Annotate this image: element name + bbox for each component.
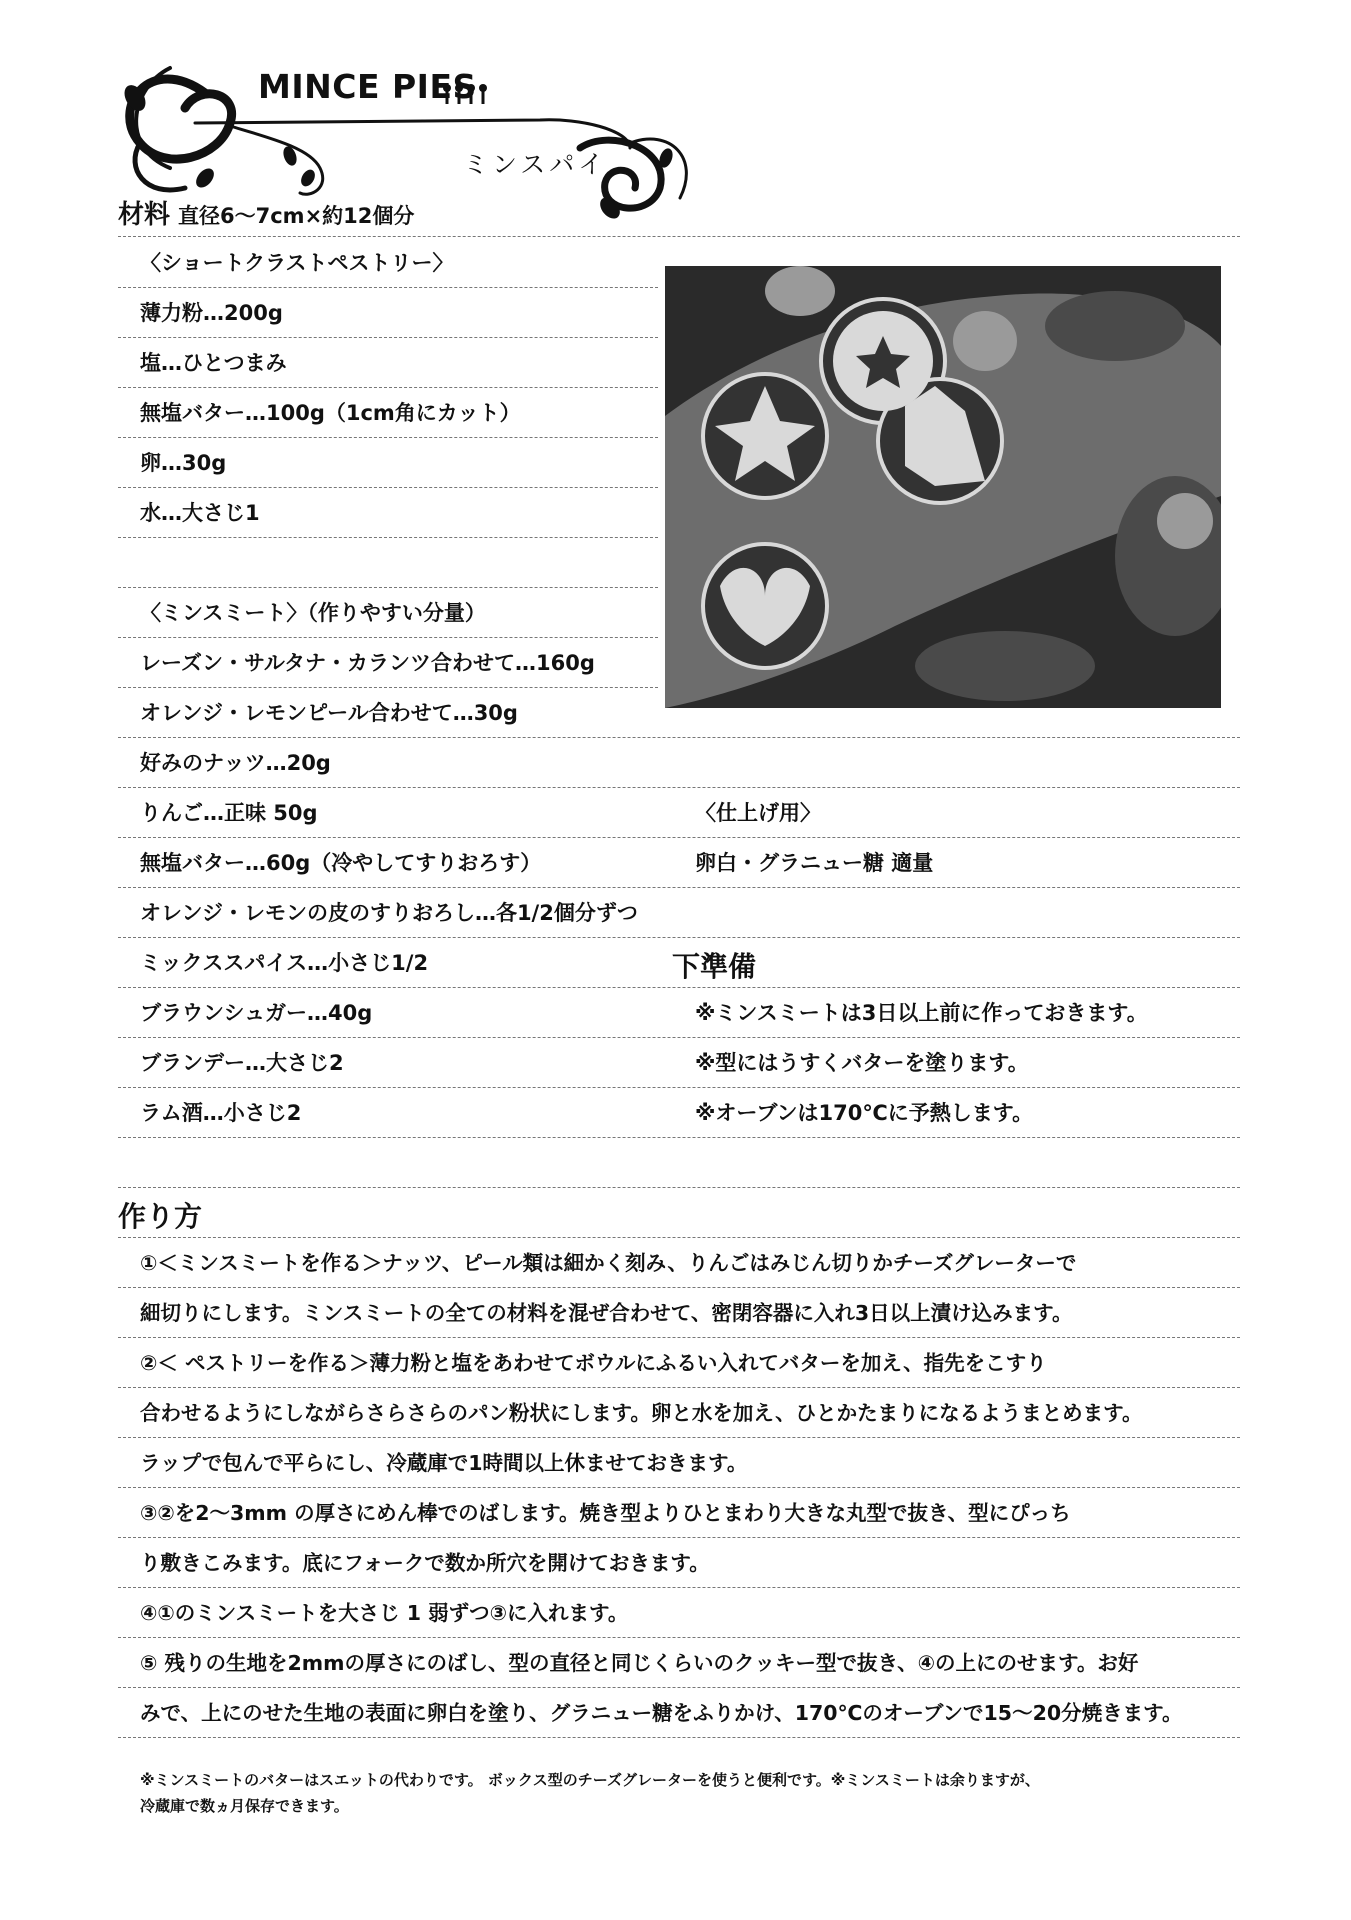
ingredient-item: レーズン・サルタナ・カランツ合わせて…160g xyxy=(140,651,595,675)
ingredient-item: オレンジ・レモンの皮のすりおろし…各1/2個分ずつ xyxy=(140,901,638,925)
divider xyxy=(118,687,658,688)
pastry-title: 〈ショートクラストペストリー〉 xyxy=(140,251,454,275)
method-line: ラップで包んで平らにし、冷蔵庫で1時間以上休ませておきます。 xyxy=(140,1451,748,1475)
divider xyxy=(118,1737,1240,1738)
divider xyxy=(118,587,658,588)
ingredient-item: ラム酒…小さじ2 xyxy=(140,1101,302,1125)
divider xyxy=(118,887,1240,888)
divider xyxy=(118,337,658,338)
finish-item: 卵白・グラニュー糖 適量 xyxy=(695,851,934,875)
method-line: みで、上にのせた生地の表面に卵白を塗り、グラニュー糖をふりかけ、170℃のオーブンで15～20分焼きます。 xyxy=(140,1701,1183,1725)
ingredient-item: 好みのナッツ…20g xyxy=(140,751,331,775)
divider xyxy=(118,236,1240,237)
method-line: 合わせるようにしながらさらさらのパン粉状にします。卵と水を加え、ひとかたまりになるようまとめます。 xyxy=(140,1401,1143,1425)
prep-item: ※オーブンは170℃に予熱します。 xyxy=(695,1101,1034,1125)
divider xyxy=(118,787,1240,788)
divider xyxy=(118,1287,1240,1288)
divider xyxy=(118,387,658,388)
prep-item: ※型にはうすくバターを塗ります。 xyxy=(695,1051,1029,1075)
divider xyxy=(118,987,1240,988)
method-line: り敷きこみます。底にフォークで数か所穴を開けておきます。 xyxy=(140,1551,710,1575)
ingredient-item: 無塩バター…100g（1cm角にカット） xyxy=(140,401,521,425)
method-line: ③②を2～3mm の厚さにめん棒でのばします。焼き型よりひとまわり大きな丸型で抜き、型にぴっち xyxy=(140,1501,1071,1525)
method-heading: 作り方 xyxy=(118,1200,203,1233)
ingredient-item: ミックススパイス…小さじ1/2 xyxy=(140,951,429,975)
method-line: ④①のミンスミートを大さじ 1 弱ずつ③に入れます。 xyxy=(140,1601,629,1625)
finish-title: 〈仕上げ用〉 xyxy=(695,801,821,825)
ingredient-item: 水…大さじ1 xyxy=(140,501,260,525)
divider xyxy=(118,437,658,438)
ingredients-heading xyxy=(118,194,414,231)
divider xyxy=(118,837,1240,838)
footnote: 冷蔵庫で数ヵ月保存できます。 xyxy=(140,1797,349,1815)
divider xyxy=(118,1587,1240,1588)
divider xyxy=(118,1487,1240,1488)
mincemeat-title: 〈ミンスミート〉（作りやすい分量） xyxy=(140,601,486,625)
page-title: MINCE PIES xyxy=(258,67,477,106)
divider xyxy=(118,537,658,538)
method-line: 細切りにします。ミンスミートの全ての材料を混ぜ合わせて、密閉容器に入れ3日以上漬け込みます。 xyxy=(140,1301,1073,1325)
divider xyxy=(118,1087,1240,1088)
divider xyxy=(118,487,658,488)
divider xyxy=(118,287,658,288)
ingredients-yield: 直径6～7cm×約12個分 xyxy=(178,204,415,228)
divider xyxy=(118,937,1240,938)
divider xyxy=(118,1037,1240,1038)
divider xyxy=(118,1237,1240,1238)
ingredient-item: 卵…30g xyxy=(140,451,227,475)
method-line: ①＜ミンスミートを作る＞ナッツ、ピール類は細かく刻み、りんごはみじん切りかチーズグレーターで xyxy=(140,1251,1077,1275)
ingredient-item: 薄力粉…200g xyxy=(140,301,283,325)
mince-pies-photo xyxy=(665,266,1221,708)
divider xyxy=(118,737,1240,738)
method-line: ⑤ 残りの生地を2mmの厚さにのばし、型の直径と同じくらいのクッキー型で抜き、④の上にのせます。お好 xyxy=(140,1651,1139,1675)
prep-item: ※ミンスミートは3日以上前に作っておきます。 xyxy=(695,1001,1148,1025)
divider xyxy=(118,1137,1240,1138)
divider xyxy=(118,1437,1240,1438)
divider xyxy=(118,1387,1240,1388)
divider xyxy=(118,1537,1240,1538)
ingredients-heading-text: 材料 xyxy=(118,200,171,230)
method-line: ②＜ ペストリーを作る＞薄力粉と塩をあわせてボウルにふるい入れてバターを加え、指先をこすり xyxy=(140,1351,1047,1375)
page-subtitle: ミンスパイ xyxy=(463,150,608,179)
ingredient-item: オレンジ・レモンピール合わせて…30g xyxy=(140,701,518,725)
ingredient-item: 塩…ひとつまみ xyxy=(140,351,287,375)
divider xyxy=(118,637,658,638)
ingredient-item: 無塩バター…60g（冷やしてすりおろす） xyxy=(140,851,542,875)
divider xyxy=(118,1637,1240,1638)
ingredient-item: ブランデー…大さじ2 xyxy=(140,1051,344,1075)
ingredient-item: ブラウンシュガー…40g xyxy=(140,1001,373,1025)
footnote: ※ミンスミートのバターはスエットの代わりです。 ボックス型のチーズグレーターを使うと便利です。※ミンスミートは余りますが、 xyxy=(140,1771,1040,1789)
ingredient-item: りんご…正味 50g xyxy=(140,801,318,825)
divider xyxy=(118,1187,1240,1188)
prep-heading: 下準備 xyxy=(672,950,757,983)
divider xyxy=(118,1687,1240,1688)
divider xyxy=(118,1337,1240,1338)
